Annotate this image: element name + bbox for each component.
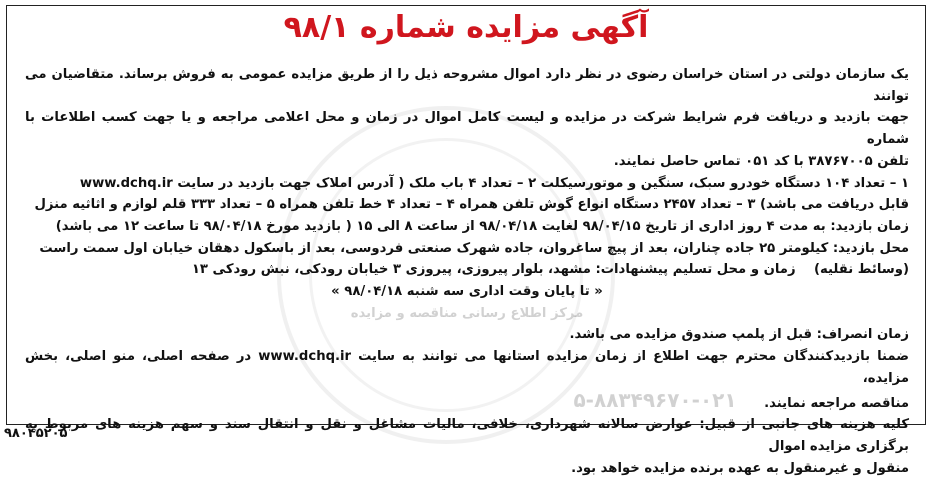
- ad-body: [25, 64, 909, 479]
- withdraw: [25, 324, 909, 346]
- items-line: ۱ – تعداد ۱۰۴ دستگاه خودرو سبک، سنگین و موتورسیکلت ۲ – تعداد ۴ باب ملک ( آدرس املاک جهت بازدید در سایت www.dchq.ir: [79, 175, 909, 191]
- submit-label: زمان و محل تسلیم پیشنهادات:: [595, 262, 796, 278]
- visit-time-label: زمان بازدید:: [830, 218, 909, 234]
- visit-time: [25, 216, 909, 238]
- withdraw-label: زمان انصراف:: [816, 327, 909, 343]
- note-line: ضمنا بازدیدکنندگان محترم جهت اطلاع از زمان مزایده استانها می توانند به سایت www.dchq.ir در صفحه اصلی، منو اصلی، بخش مزایده،: [25, 349, 909, 386]
- watermark-phone: ۰۲۱-۸۸۳۴۹۶۷۰-۵: [573, 387, 737, 412]
- ad-title: آگهی مزایده شماره ۹۸/۱: [283, 10, 649, 45]
- withdraw-text: قبل از پلمپ صندوق مزایده می باشد.: [569, 327, 817, 343]
- visit-place: [25, 238, 909, 260]
- visit-place-2: [25, 259, 909, 281]
- submit-deadline: « تا پایان وقت اداری سه شنبه ۹۸/۰۴/۱۸ »: [331, 284, 603, 300]
- intro-line: تلفن ۳۸۷۶۷۰۰۵ با کد ۰۵۱ تماس حاصل نمایند.: [613, 153, 909, 169]
- intro-line: جهت بازدید و دریافت فرم شرایط شرکت در مزایده و لیست کامل اموال در زمان و محل اعلامی مراجعه و یا جهت کسب اطلاعات با شماره: [25, 110, 909, 148]
- costs-line: کلیه هزینه های جانبی از قبیل: عوارض سالانه شهرداری، خلافی، مالیات مشاغل و نقل و انتقال سند و سهم هزینه های مربوط به برگزاری مزایده اموال: [25, 417, 909, 454]
- visit-place-text: کیلومتر ۲۵ جاده چناران، بعد از پیچ ساغروان، جاده شهرک صنعتی فردوسی، بعد از باسکول دهقان خیابان اول سمت راست: [39, 240, 833, 256]
- note-line: [25, 387, 909, 415]
- note-text: مناقصه مراجعه نمایند.: [764, 395, 909, 411]
- visit-place-label: محل بازدید:: [832, 240, 909, 256]
- intro-line: یک سازمان دولتی در استان خراسان رضوی در نظر دارد اموال مشروحه ذیل را از طریق مزایده عمومی به فروش برساند. متقاضیان می توانند: [25, 67, 909, 104]
- submit-text: مشهد، بلوار پیروزی، پیروزی ۳ خیابان رودکی، نبش رودکی ۱۳: [191, 262, 596, 278]
- items-line: قابل دریافت می باشد) ۳ – تعداد ۲۴۵۷ دستگاه انواع گوش تلفن همراه ۴ – تعداد ۴ خط تلفن همراه ۵ – تعداد ۳۳۳ قلم لوازم و اثاثیه منزل: [34, 197, 909, 213]
- visit-time-text: به مدت ۴ روز اداری از تاریخ ۹۸/۰۴/۱۵ لغایت ۹۸/۰۴/۱۸ از ساعت ۸ الی ۱۵ ( بازدید مورخ ۹۸/۰۴/۱۸ تا ساعت ۱۲ می باشد): [55, 218, 831, 234]
- watermark-line: مرکز اطلاع رسانی مناقصه و مزایده: [350, 305, 584, 321]
- visit-place-text-2: (وسائط نقلیه): [813, 262, 909, 278]
- ad-code: ۹۸۰۴۵۲۰۵: [4, 426, 68, 441]
- costs-line: منقول و غیرمنقول به عهده برنده مزایده خواهد بود.: [571, 460, 909, 476]
